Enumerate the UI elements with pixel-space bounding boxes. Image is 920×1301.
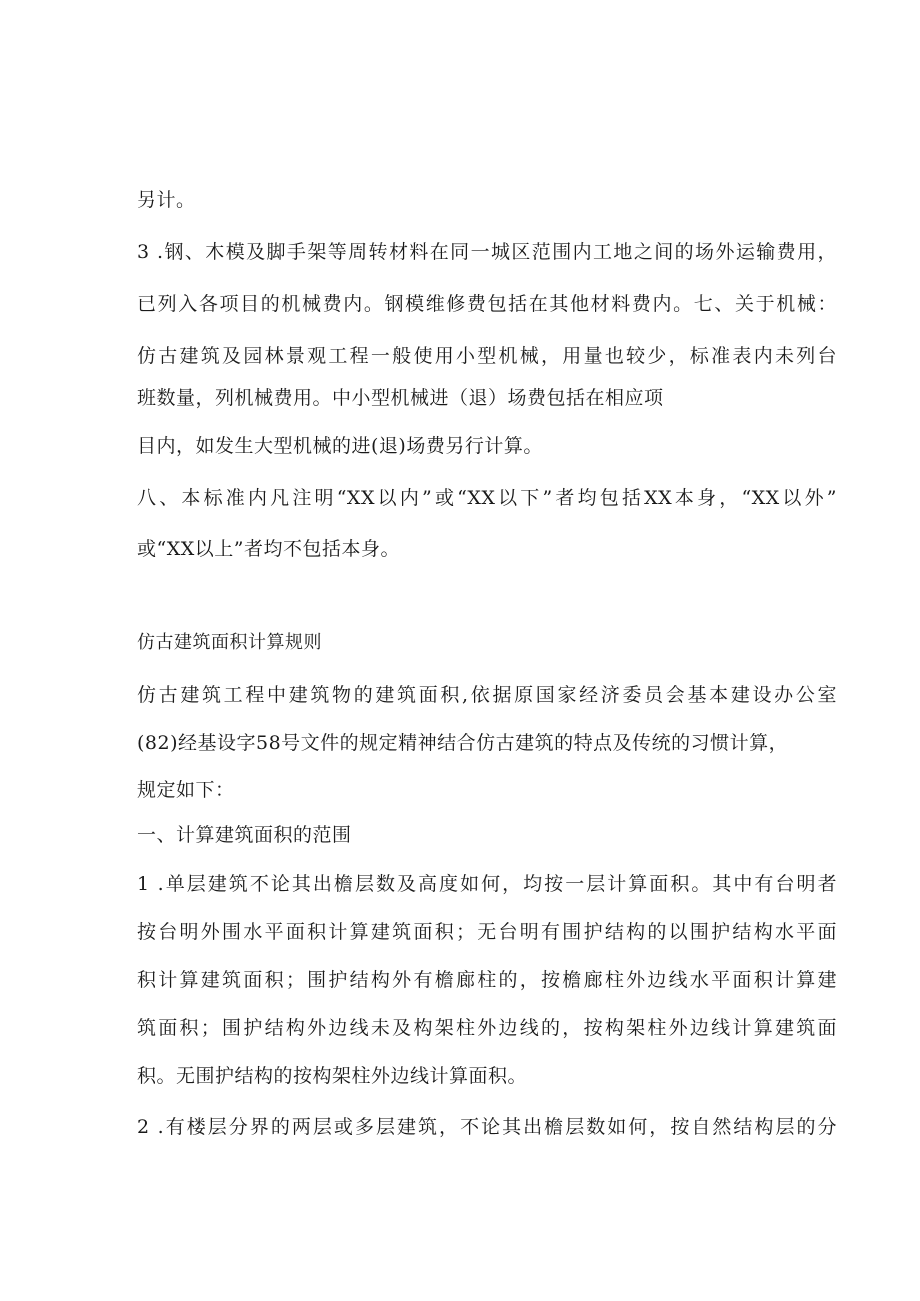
- text-line-12: 规定如下：: [137, 779, 235, 801]
- subsection-heading: 一、计算建筑面积的范围: [137, 824, 352, 846]
- text-line-18: 积。无围护结构的按构架柱外边线计算面积。: [137, 1065, 528, 1087]
- text-line-17: 筑面积；围护结构外边线未及构架柱外边线的，按构架柱外边线计算建筑面: [137, 1017, 837, 1039]
- text-line-11: (82)经基设字58号文件的规定精神结合仿古建筑的特点及传统的习惯计算，: [137, 732, 789, 754]
- text-line-19: 2 .有楼层分界的两层或多层建筑，不论其出檐层数如何，按自然结构层的分: [137, 1116, 837, 1138]
- text-line-7: 八、本标准内凡注明“XX以内”或“XX以下”者均包括XX本身，“XX以外”: [137, 487, 837, 509]
- text-line-16: 积计算建筑面积；围护结构外有檐廊柱的，按檐廊柱外边线水平面积计算建: [137, 969, 837, 991]
- text-line-6: 目内，如发生大型机械的进(退)场费另行计算。: [137, 435, 543, 457]
- text-line-10: 仿古建筑工程中建筑物的建筑面积,依据原国家经济委员会基本建设办公室: [137, 684, 837, 706]
- text-line-14: 1 .单层建筑不论其出檐层数及高度如何，均按一层计算面积。其中有台明者: [137, 873, 837, 895]
- text-line-4: 仿古建筑及园林景观工程一般使用小型机械，用量也较少，标准表内未列台: [137, 345, 837, 367]
- section-title: 仿古建筑面积计算规则: [137, 632, 322, 653]
- text-line-1: 另计。: [137, 189, 196, 211]
- text-line-15: 按台明外围水平面积计算建筑面积；无台明有围护结构的以围护结构水平面: [137, 921, 837, 943]
- text-line-2: 3 .钢、木模及脚手架等周转材料在同一城区范围内工地之间的场外运输费用，: [137, 241, 837, 263]
- text-line-5: 班数量，列机械费用。中小型机械进（退）场费包括在相应项: [137, 387, 664, 409]
- text-line-8: 或“XX以上”者均不包括本身。: [137, 538, 400, 560]
- text-line-3: 已列入各项目的机械费内。钢模维修费包括在其他材料费内。七、关于机械：: [137, 293, 837, 315]
